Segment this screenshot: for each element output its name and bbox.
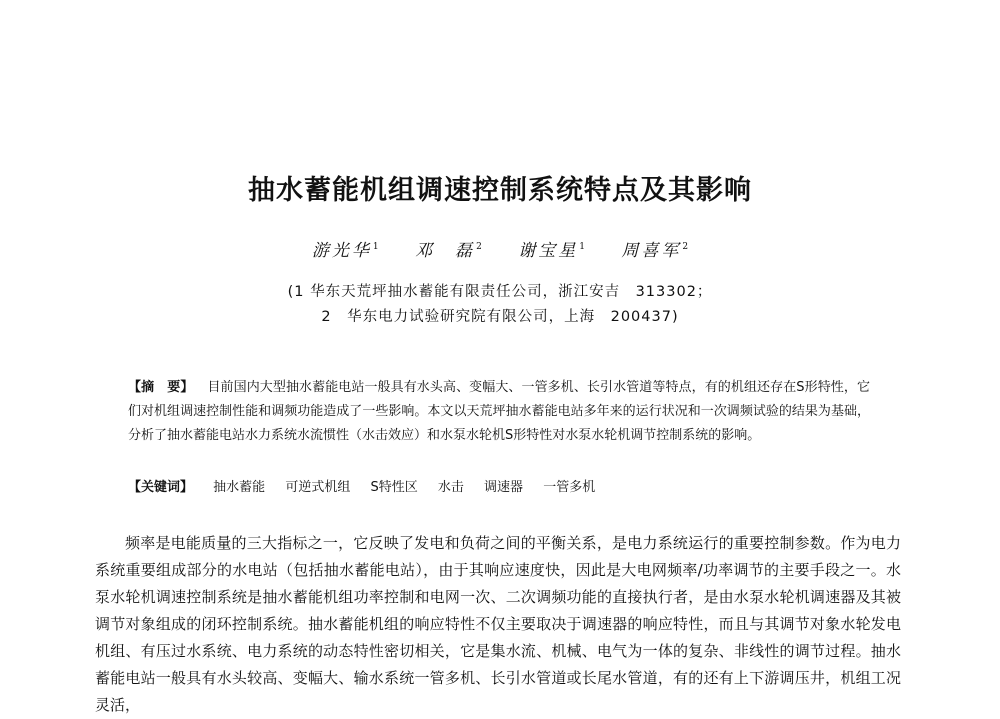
affiliation-line-1: (1 华东天荒坪抽水蓄能有限责任公司，浙江安吉 313302；	[287, 284, 713, 300]
keywords-label: 【关键词】	[128, 480, 194, 495]
abstract	[128, 376, 870, 448]
author-list	[0, 236, 1000, 261]
keyword: 调速器	[484, 480, 524, 495]
author-2	[415, 241, 482, 261]
keyword: 可逆式机组	[285, 480, 351, 495]
body-paragraph: 频率是电能质量的三大指标之一，它反映了发电和负荷之间的平衡关系，是电力系统运行的重要控制参数。作为电力系统重要组成部分的水电站（包括抽水蓄能电站），由于其响应速度快，因此是大电网频率/功率调节的主要手段之一。水泵水轮机调速控制系统是抽水蓄能机组功率控制和电网一次、二次调频功能的直接执行者，是由水泵水轮机调速器及其被调节对象组成的闭环控制系统。抽水蓄能机组的响应特性不仅主要取决于调速器的响应特性，而且与其调节对象水轮发电机组、有压过水系统、电力系统的动态特性密切相关，它是集水流、机械、电气为一体的复杂、非线性的调节过程。抽水蓄能电站一般具有水头较高、变幅大、输水系统一管多机、长引水管道或长尾水管道，有的还有上下游调压井，机组工况灵活，	[95, 534, 901, 714]
keyword: 一管多机	[543, 480, 596, 495]
author-name: 周喜军	[621, 241, 682, 261]
author-affiliation-mark: 2	[682, 242, 689, 252]
paper-title: 抽水蓄能机组调速控制系统特点及其影响	[248, 175, 752, 206]
author-affiliation-mark: 1	[579, 242, 585, 252]
author-name: 谢宝星	[518, 241, 579, 261]
author-3	[518, 241, 585, 261]
author-4	[621, 241, 688, 261]
author-name: 邓 磊	[415, 241, 476, 261]
author-affiliation-mark: 2	[476, 242, 482, 252]
author-name: 游光华	[311, 241, 372, 261]
keyword: 水击	[437, 480, 464, 495]
author-1	[312, 241, 379, 261]
abstract-label: 【摘 要】	[128, 380, 194, 395]
keyword: 抽水蓄能	[213, 480, 266, 495]
affiliation-line-2: 2 华东电力试验研究院有限公司，上海 200437)	[321, 309, 679, 325]
keywords	[128, 476, 870, 495]
keyword: S特性区	[370, 480, 418, 495]
author-affiliation-mark: 1	[372, 242, 379, 252]
abstract-text: 目前国内大型抽水蓄能电站一般具有水头高、变幅大、一管多机、长引水管道等特点，有的机组还存在S形特性，它们对机组调速控制性能和调频功能造成了一些影响。本文以天荒坪抽水蓄能电站多年来的运行状况和一次调频试验的结果为基础，分析了抽水蓄能电站水力系统水流惯性（水击效应）和水泵水轮机S形特性对水泵水轮机调节控制系统的影响。	[128, 380, 870, 443]
